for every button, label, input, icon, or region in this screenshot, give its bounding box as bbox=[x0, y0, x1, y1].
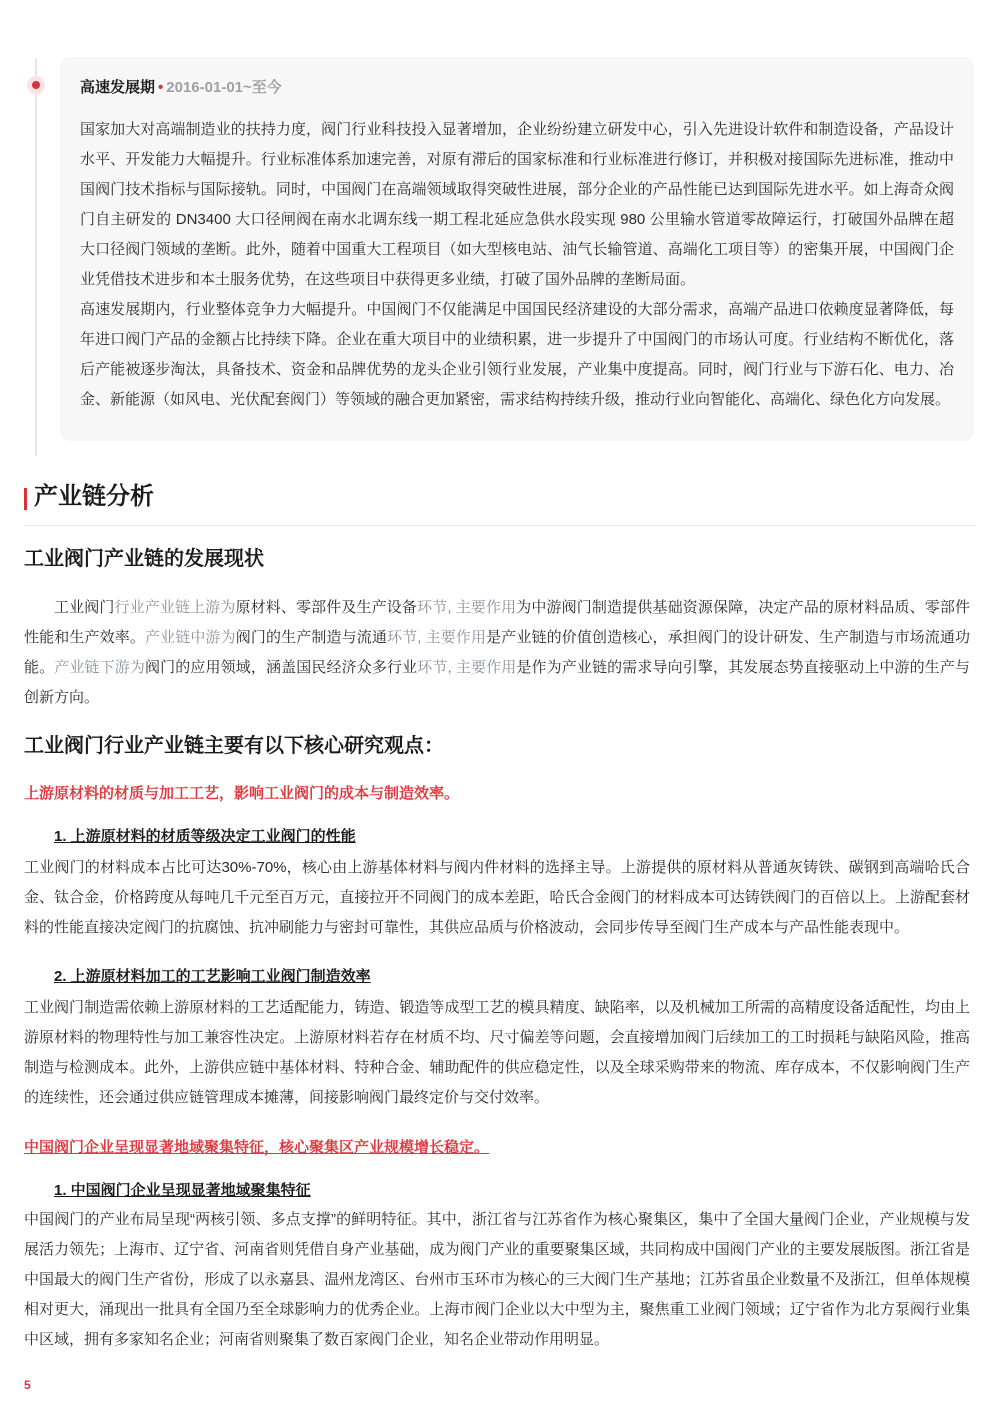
period-card bbox=[60, 57, 974, 441]
chain-upstream-label: 行业产业链上游为 bbox=[114, 599, 236, 616]
section-accent-bar bbox=[24, 488, 27, 510]
view-1-subheading-1: 1. 上游原材料的材质等级决定工业阀门的性能 bbox=[54, 828, 356, 845]
chain-text-5: 是产业链的价值创造核心，承担阀门的设计研发、生产制造与市场流通功能。 bbox=[24, 629, 970, 676]
chain-text-2: 原材料、零部件及生产设备 bbox=[235, 599, 418, 616]
view-1-subheading-2: 2. 上游原材料加工的工艺影响工业阀门制造效率 bbox=[54, 968, 371, 985]
period-text bbox=[80, 115, 954, 415]
period-separator: • bbox=[158, 79, 164, 96]
chain-text-3: 为中游阀门制造提供基础资源保障，决定产品的原材料品质、零部件性能和生产效率。 bbox=[24, 599, 970, 646]
timeline-line bbox=[35, 58, 37, 456]
period-paragraph-2: 高速发展期内，行业整体竞争力大幅提升。中国阀门不仅能满足中国国民经济建设的大部分需求，高端产品进口依赖度显著降低，每年进口阀门产品的金额占比持续下降。企业在重大项目中的业绩积累，进一步提升了中国阀门的市场认可度。行业结构不断优化，落后产能被逐步淘汰，具备技术、资金和品牌优势的龙头企业引领行业发展，产业集中度提高。同时，阀门行业与下游石化、电力、冶金、新能源（如风电、光伏配套阀门）等领域的融合更加紧密，需求结构持续升级，推动行业向智能化、高端化、绿色化方向发展。 bbox=[80, 301, 954, 408]
page-number: 5 bbox=[24, 1378, 31, 1392]
chain-downstream-label: 产业链下游为 bbox=[54, 659, 145, 676]
period-header bbox=[80, 77, 954, 99]
chain-midstream-label: 产业链中游为 bbox=[144, 629, 236, 646]
view-2-subheading-1: 1. 中国阀门企业呈现显著地域聚集特征 bbox=[54, 1182, 311, 1199]
view-1-paragraph-1: 工业阀门的材料成本占比可达30%-70%，核心由上游基体材料与阀内件材料的选择主导。上游提供的原材料从普通灰铸铁、碳钢到高端哈氏合金、钛合金，价格跨度从每吨几千元至百万元，直接拉开不同阀门的成本差距，哈氏合金阀门的材料成本可达铸铁阀门的百倍以上。上游配套材料的性能直接决定阀门的抗腐蚀、抗冲刷能力与密封可靠性，其供应品质与价格波动，会同步传导至阀门生产成本与产品性能表现中。 bbox=[24, 859, 970, 936]
views-title: 工业阀门行业产业链主要有以下核心研究观点： bbox=[24, 735, 444, 757]
chain-text-1: 工业阀门 bbox=[54, 599, 115, 616]
timeline-dot-icon bbox=[27, 76, 45, 94]
chain-status-title: 工业阀门产业链的发展现状 bbox=[24, 548, 264, 570]
period-paragraph-1: 国家加大对高端制造业的扶持力度，阀门行业科技投入显著增加，企业纷纷建立研发中心，引入先进设计软件和制造设备，产品设计水平、开发能力大幅提升。行业标准体系加速完善，对原有滞后的国家标准和行业标准进行修订，并积极对接国际先进标准，推动中国阀门技术指标与国际接轨。同时，中国阀门在高端领域取得突破性进展，部分企业的产品性能已达到国际先进水平。如上海奇众阀门自主研发的 DN3400 大口径闸阀在南水北调东线一期工程北延应急供水段实现 980 公里输水管道零故障运行，打破国外品牌在超大口径阀门领域的垄断。此外，随着中国重大工程项目（如大型核电站、油气长输管道、高端化工项目等）的密集开展，中国阀门企业凭借技术进步和本土服务优势，在这些项目中获得更多业绩，打破了国外品牌的垄断局面。 bbox=[80, 121, 954, 288]
view-1-headline: 上游原材料的材质与加工工艺，影响工业阀门的成本与制造效率。 bbox=[24, 785, 460, 802]
section-heading bbox=[24, 480, 976, 526]
chain-text-4: 阀门的生产制造与流通 bbox=[235, 629, 387, 646]
period-date: 2016-01-01~至今 bbox=[166, 79, 282, 96]
chain-status-paragraph bbox=[24, 593, 970, 713]
chain-text-6: 阀门的应用领域，涵盖国民经济众多行业 bbox=[145, 659, 418, 676]
chain-text-7: 是作为产业链的需求导向引擎，其发展态势直接驱动上中游的生产与创新方向。 bbox=[24, 659, 970, 706]
chain-role-label-3: 环节, 主要作用 bbox=[417, 659, 517, 676]
view-2-headline: 中国阀门企业呈现显著地域聚集特征，核心聚集区产业规模增长稳定。 bbox=[24, 1139, 490, 1156]
chain-role-label-1: 环节, 主要作用 bbox=[417, 599, 517, 616]
chain-role-label-2: 环节, 主要作用 bbox=[386, 629, 487, 646]
section-title: 产业链分析 bbox=[34, 483, 154, 510]
view-1-paragraph-2: 工业阀门制造需依赖上游原材料的工艺适配能力，铸造、锻造等成型工艺的模具精度、缺陷率，以及机械加工所需的高精度设备适配性，均由上游原材料的物理特性与加工兼容性决定。上游原材料若存在材质不均、尺寸偏差等问题，会直接增加阀门后续加工的工时损耗与缺陷风险，推高制造与检测成本。此外，上游供应链中基体材料、特种合金、辅助配件的供应稳定性，以及全球采购带来的物流、库存成本，不仅影响阀门生产的连续性，还会通过供应链管理成本摊薄，间接影响阀门最终定价与交付效率。 bbox=[24, 999, 970, 1106]
period-title: 高速发展期 bbox=[80, 79, 156, 96]
view-2-paragraph-1: 中国阀门的产业布局呈现“两核引领、多点支撑”的鲜明特征。其中，浙江省与江苏省作为核心聚集区，集中了全国大量阀门企业，产业规模与发展活力领先；上海市、辽宁省、河南省则凭借自身产业基础，成为阀门产业的重要聚集区域，共同构成中国阀门产业的主要发展版图。浙江省是中国最大的阀门生产省份，形成了以永嘉县、温州龙湾区、台州市玉环市为核心的三大阀门生产基地；江苏省虽企业数量不及浙江，但单体规模相对更大，涌现出一批具有全国乃至全球影响力的优秀企业。上海市阀门企业以大中型为主，聚焦重工业阀门领域；辽宁省作为北方泵阀行业集中区域，拥有多家知名企业；河南省则聚集了数百家阀门企业，知名企业带动作用明显。 bbox=[24, 1211, 970, 1348]
